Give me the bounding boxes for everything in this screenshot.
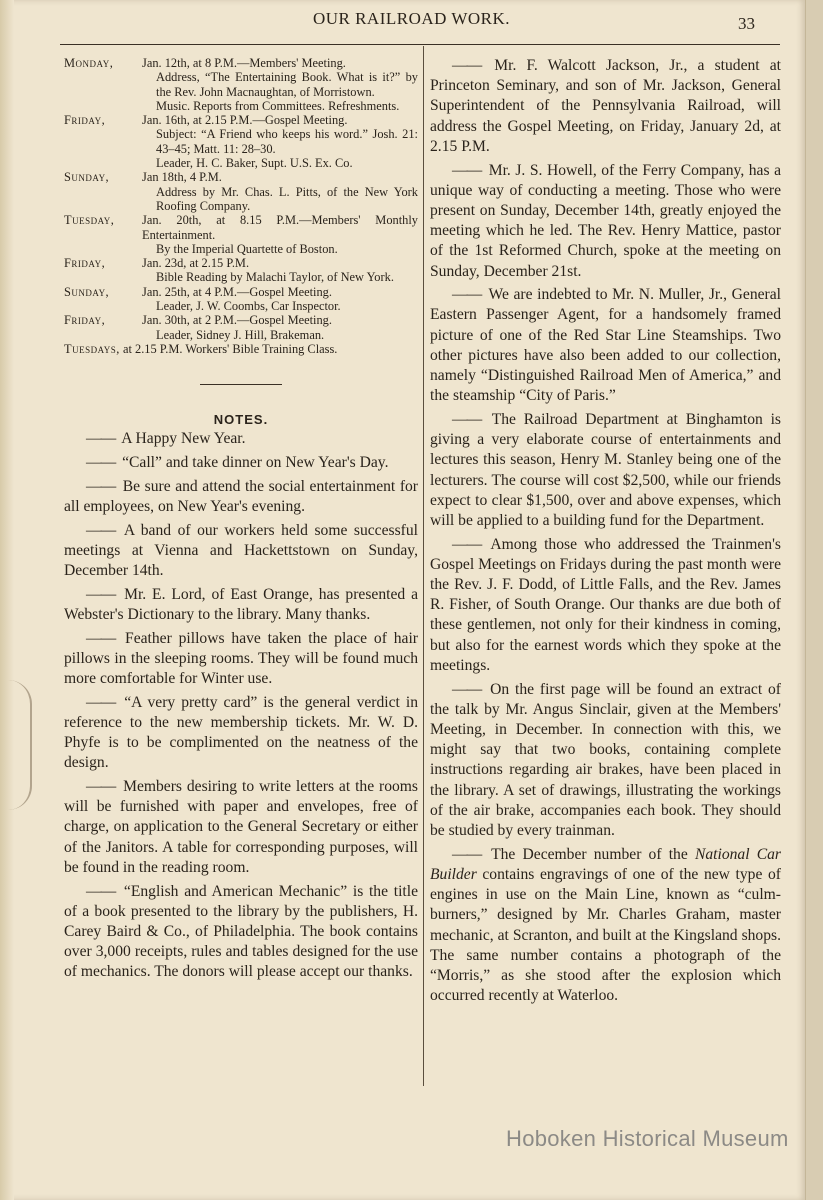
note-paragraph <box>430 410 781 531</box>
note-paragraph <box>64 693 418 774</box>
note-dash: —— <box>86 777 116 795</box>
header-rule <box>60 44 780 45</box>
note-dash: —— <box>86 521 116 539</box>
museum-watermark: Hoboken Historical Museum <box>506 1126 789 1151</box>
schedule-details <box>142 256 418 285</box>
schedule-day: Tuesday, <box>64 213 115 228</box>
right-column <box>430 56 781 1010</box>
note-text: The Railroad Department at Binghamton is giving a very elaborate course of entertainments and lectures this season, Henry M. Stanley being one of the lecturers. The course will cost $2,500, while our friends expect to clear $1,500, over and above expenses, which will be applied to a building fund for the Department. <box>430 410 781 529</box>
note-text: “A very pretty card” is the general verdict in reference to the new membership tickets. Mr. W. D. Phyfe is to be complimented on the neatness of the design. <box>64 693 418 772</box>
note-paragraph <box>430 845 781 1007</box>
schedule-line: Address, “The Entertaining Book. What is it?” by the Rev. John Macnaughtan, of Morristown. <box>156 70 418 99</box>
note-dash: —— <box>86 629 116 647</box>
schedule-details <box>142 285 418 314</box>
note-text: Mr. E. Lord, of East Orange, has presented a Webster's Dictionary to the library. Many thanks. <box>64 585 418 623</box>
note-paragraph <box>64 453 418 473</box>
schedule-line: Leader, J. W. Coombs, Car Inspector. <box>156 299 341 314</box>
note-paragraph <box>430 680 781 842</box>
schedule-line: Address by Mr. Chas. L. Pitts, of the New York Roofing Company. <box>156 184 418 213</box>
left-notes <box>64 429 418 982</box>
schedule-day: Sunday, <box>64 170 110 185</box>
schedule-line: Jan. 25th, at 4 P.M.—Gospel Meeting. <box>142 284 332 299</box>
note-dash: —— <box>86 693 116 711</box>
schedule-line: Jan. 30th, at 2 P.M.—Gospel Meeting. <box>142 313 332 328</box>
last-note-post: contains engravings of one of the new type of engines in use on the Main Line, known as “culm-burners,” designed by Mr. Charles Graham, master mechanic, at Scranton, and built at the Kingsland shops. The same number contains a photograph of the “Morris,” as she stood after the explosion which occurred recently at Waterloo. <box>430 865 781 1005</box>
schedule-row <box>64 113 418 170</box>
schedule-line: Jan. 12th, at 8 P.M.—Members' Meeting. <box>142 56 346 70</box>
note-text: On the first page will be found an extract of the talk by Mr. Angus Sinclair, given at the Members' Meeting, in December. In connection with this, we might say that two books, containing complete instructions regarding air brakes, have been placed in the library. A set of drawings, illustrating the workings of the air brake, accompanies each book. They should be studied by every trainman. <box>430 680 782 840</box>
note-paragraph <box>64 777 418 878</box>
note-paragraph <box>64 585 418 625</box>
page-title: OUR RAILROAD WORK. <box>312 9 511 28</box>
schedule-day: Friday, <box>64 313 106 328</box>
note-text: Members desiring to write letters at the rooms will be furnished with paper and envelopes, free of charge, on application to the General Secretary or either of the Janitors. A table for corresponding purposes, will be found in the reading room. <box>64 777 418 876</box>
note-text: We are indebted to Mr. N. Muller, Jr., General Eastern Passenger Agent, for a handsomely framed picture of one of the Red Star Line Steamships. Two other pictures have also been added to our collection, namely “Distinguished Railroad Men of America,” and the steamship “City of Paris.” <box>430 286 781 405</box>
schedule-row <box>64 56 418 113</box>
schedule-details <box>142 113 418 170</box>
note-dash: —— <box>452 535 482 553</box>
note-text: Be sure and attend the social entertainment for all employees, on New Year's evening. <box>64 477 418 515</box>
section-separator <box>200 384 282 385</box>
left-column <box>64 56 418 986</box>
schedule-line: Subject: “A Friend who keeps his word.” Josh. 21: 43–45; Matt. 11: 28–30. <box>156 127 418 156</box>
schedule-details <box>142 56 418 113</box>
note-text: A Happy New Year. <box>121 430 246 448</box>
note-dash: —— <box>452 57 482 74</box>
note-dash: —— <box>86 430 116 448</box>
schedule-row <box>64 313 418 342</box>
schedule-day: Monday, <box>64 56 114 70</box>
note-text: Mr. F. Walcott Jackson, Jr., a student at Princeton Seminary, and son of Mr. Jackson, General Superintendent of the Pennsylvania Railroad, will address the Gospel Meeting, on Friday, January 2d, at 2.15 P.M. <box>430 57 781 155</box>
note-dash: —— <box>452 286 482 304</box>
note-paragraph <box>64 629 418 690</box>
note-text: A band of our workers held some successful meetings at Vienna and Hackettstown on Sunday, December 14th. <box>64 521 418 579</box>
schedule-details <box>142 213 418 256</box>
tuesdays-day: Tuesdays, <box>64 341 120 356</box>
schedule-line: Jan. 23d, at 2.15 P.M. <box>142 256 250 271</box>
note-text: Mr. J. S. Howell, of the Ferry Company, has a unique way of conducting a meeting. Those who were present on Sunday, December 14th, greatly enjoyed the meeting which he led. The Rev. Henry Mattice, pastor of the 1st Reformed Church, spoke at the meeting on Sunday, December 21st. <box>430 161 781 280</box>
last-note-italic: National Car Builder <box>430 845 781 883</box>
note-dash: —— <box>86 882 116 900</box>
last-note-pre: The December number of the <box>491 845 695 863</box>
note-text: “Call” and take dinner on New Year's Day. <box>122 453 389 471</box>
column-divider <box>423 46 424 1086</box>
tuesdays-text: at 2.15 P.M. Workers' Bible Training Class. <box>122 341 338 356</box>
schedule-details <box>142 313 418 342</box>
schedule-row <box>64 285 418 314</box>
binding-thread <box>8 680 32 810</box>
note-dash: —— <box>452 161 482 179</box>
page-edge <box>805 0 823 1200</box>
schedule-line: Music. Reports from Committees. Refreshments. <box>156 98 400 113</box>
schedule-line: Jan 18th, 4 P.M. <box>142 170 222 185</box>
note-dash: —— <box>452 410 482 428</box>
note-text: Feather pillows have taken the place of hair pillows in the sleeping rooms. They will be found much more comfortable for Winter use. <box>64 629 418 687</box>
note-dash: —— <box>452 845 482 863</box>
page-binding <box>0 0 14 1200</box>
note-paragraph <box>64 477 418 517</box>
note-dash: —— <box>86 453 116 471</box>
schedule-line: Jan. 20th, at 8.15 P.M.—Members' Monthly Entertainment. <box>142 213 418 242</box>
note-paragraph <box>64 429 418 449</box>
schedule-day: Friday, <box>64 256 106 271</box>
schedule-row <box>64 256 418 285</box>
note-text: “English and American Mechanic” is the title of a book presented to the library by the publishers, H. Carey Baird & Co., of Philadelphia. The book contains over 3,000 receipts, rules and tables designed for the use of mechanics. The donors will please accept our thanks. <box>64 882 418 981</box>
schedule-line: By the Imperial Quartette of Boston. <box>156 241 338 256</box>
event-schedule <box>64 56 418 342</box>
note-text: Among those who addressed the Trainmen's Gospel Meetings on Fridays during the past month were the Rev. J. F. Dodd, of Little Falls, and the Rev. James R. Fisher, of South Orange. Our thanks are due both of these gentlemen, not only for their kindness in coming, but also for the earnest words which they spoke at the meetings. <box>430 535 781 674</box>
notes-heading: NOTES. <box>213 412 269 428</box>
note-dash: —— <box>452 680 482 698</box>
note-paragraph <box>430 56 781 157</box>
schedule-line: Jan. 16th, at 2.15 P.M.—Gospel Meeting. <box>142 113 348 128</box>
page-number: 33 <box>738 14 755 33</box>
note-paragraph <box>430 161 781 282</box>
note-paragraph <box>430 535 781 676</box>
note-dash: —— <box>86 585 116 603</box>
schedule-line: Leader, H. C. Baker, Supt. U.S. Ex. Co. <box>156 156 353 171</box>
schedule-details <box>142 170 418 213</box>
tuesdays-line <box>64 342 418 356</box>
schedule-row <box>64 170 418 213</box>
note-dash: —— <box>86 477 116 495</box>
schedule-day: Sunday, <box>64 284 110 299</box>
schedule-line: Bible Reading by Malachi Taylor, of New York. <box>156 270 394 285</box>
schedule-row <box>64 213 418 256</box>
right-notes <box>430 56 781 841</box>
schedule-line: Leader, Sidney J. Hill, Brakeman. <box>156 327 325 342</box>
schedule-day: Friday, <box>64 113 106 128</box>
note-paragraph <box>64 521 418 582</box>
note-paragraph <box>430 285 781 406</box>
note-paragraph <box>64 882 418 983</box>
